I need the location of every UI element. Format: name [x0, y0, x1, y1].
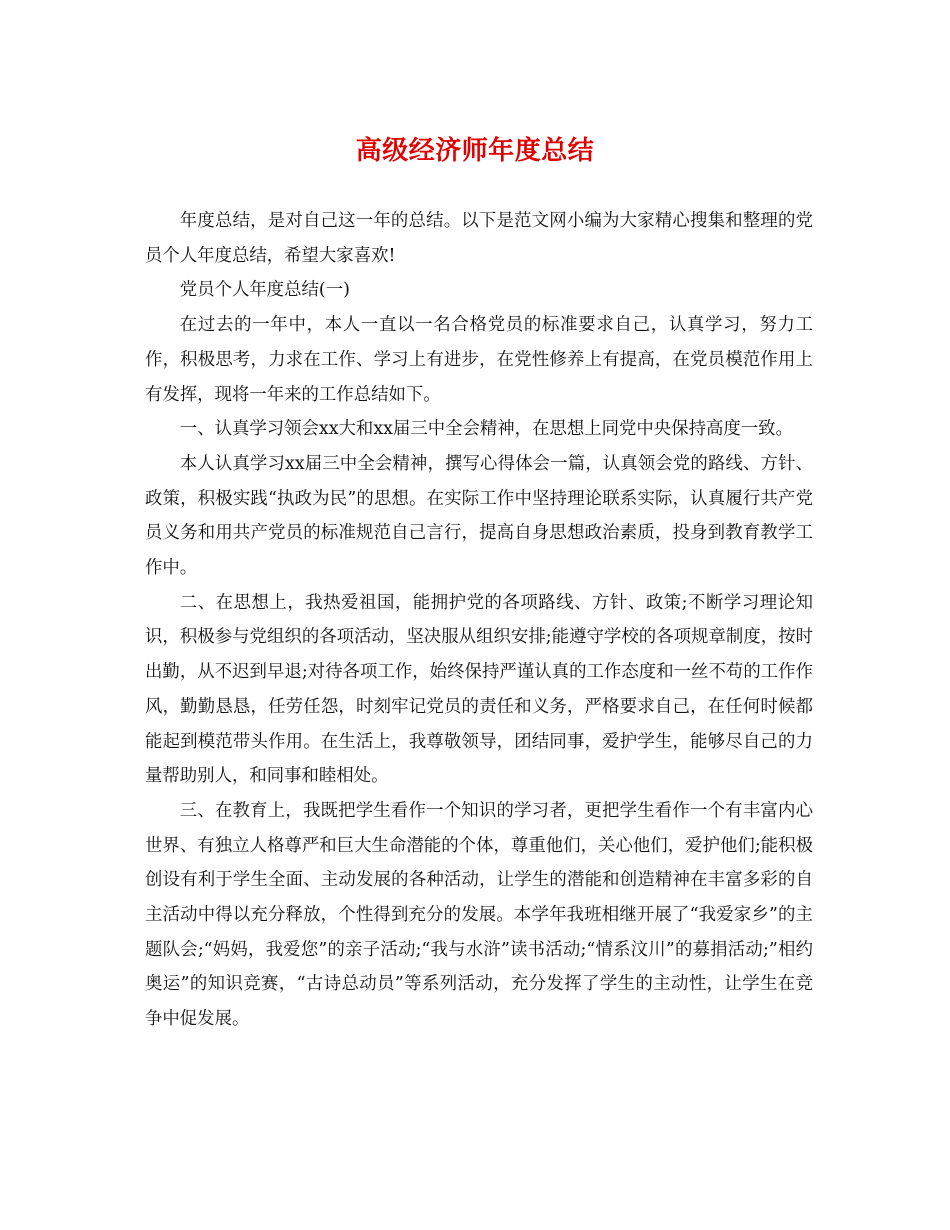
paragraph-point-two: 二、在思想上，我热爱祖国，能拥护党的各项路线、方针、政策;不断学习理论知识，积极参与党组织的各项活动，坚决服从组织安排;能遵守学校的各项规章制度，按时出勤，从不迟到早退;对待各项工作，始终保持严谨认真的工作态度和一丝不苟的工作作风，勤勤恳恳，任劳任怨，时刻牢记党员的责任和义务，严格要求自己，在任何时候都能起到模范带头作用。在生活上，我尊敬领导，团结同事，爱护学生，能够尽自己的力量帮助别人，和同事和睦相处。	[145, 592, 813, 787]
paragraph-intro: 年度总结，是对自己这一年的总结。以下是范文网小编为大家精心搜集和整理的党员个人年度总结，希望大家喜欢!	[145, 211, 813, 266]
document-body	[145, 204, 813, 1037]
paragraph-point-three: 三、在教育上，我既把学生看作一个知识的学习者，更把学生看作一个有丰富内心世界、有独立人格尊严和巨大生命潜能的个体，尊重他们，关心他们，爱护他们;能积极创设有利于学生全面、主动发展的各种活动，让学生的潜能和创造精神在丰富多彩的自主活动中得以充分释放，个性得到充分的发展。本学年我班相继开展了“我爱家乡”的主题队会;“妈妈，我爱您”的亲子活动;“我与水浒”读书活动;“情系汶川”的募捐活动;”相约奥运”的知识竞赛，“古诗总动员”等系列活动，充分发挥了学生的主动性，让学生在竞争中促发展。	[145, 800, 813, 1030]
section-heading: 党员个人年度总结(一)	[179, 280, 350, 301]
paragraph-point-one: 一、认真学习领会xx大和xx届三中全会精神，在思想上同党中央保持高度一致。	[179, 419, 793, 440]
paragraph-study: 本人认真学习xx届三中全会精神，撰写心得体会一篇，认真领会党的路线、方针、政策，积极实践“执政为民”的思想。在实际工作中坚持理论联系实际，认真履行共产党员义务和用共产党员的标准规范自己言行，提高自身思想政治素质，投身到教育教学工作中。	[145, 453, 813, 579]
document-title: 高级经济师年度总结	[355, 136, 595, 166]
paragraph-overview: 在过去的一年中，本人一直以一名合格党员的标准要求自己，认真学习，努力工作，积极思考，力求在工作、学习上有进步，在党性修养上有提高，在党员模范作用上有发挥，现将一年来的工作总结如下。	[145, 315, 813, 405]
